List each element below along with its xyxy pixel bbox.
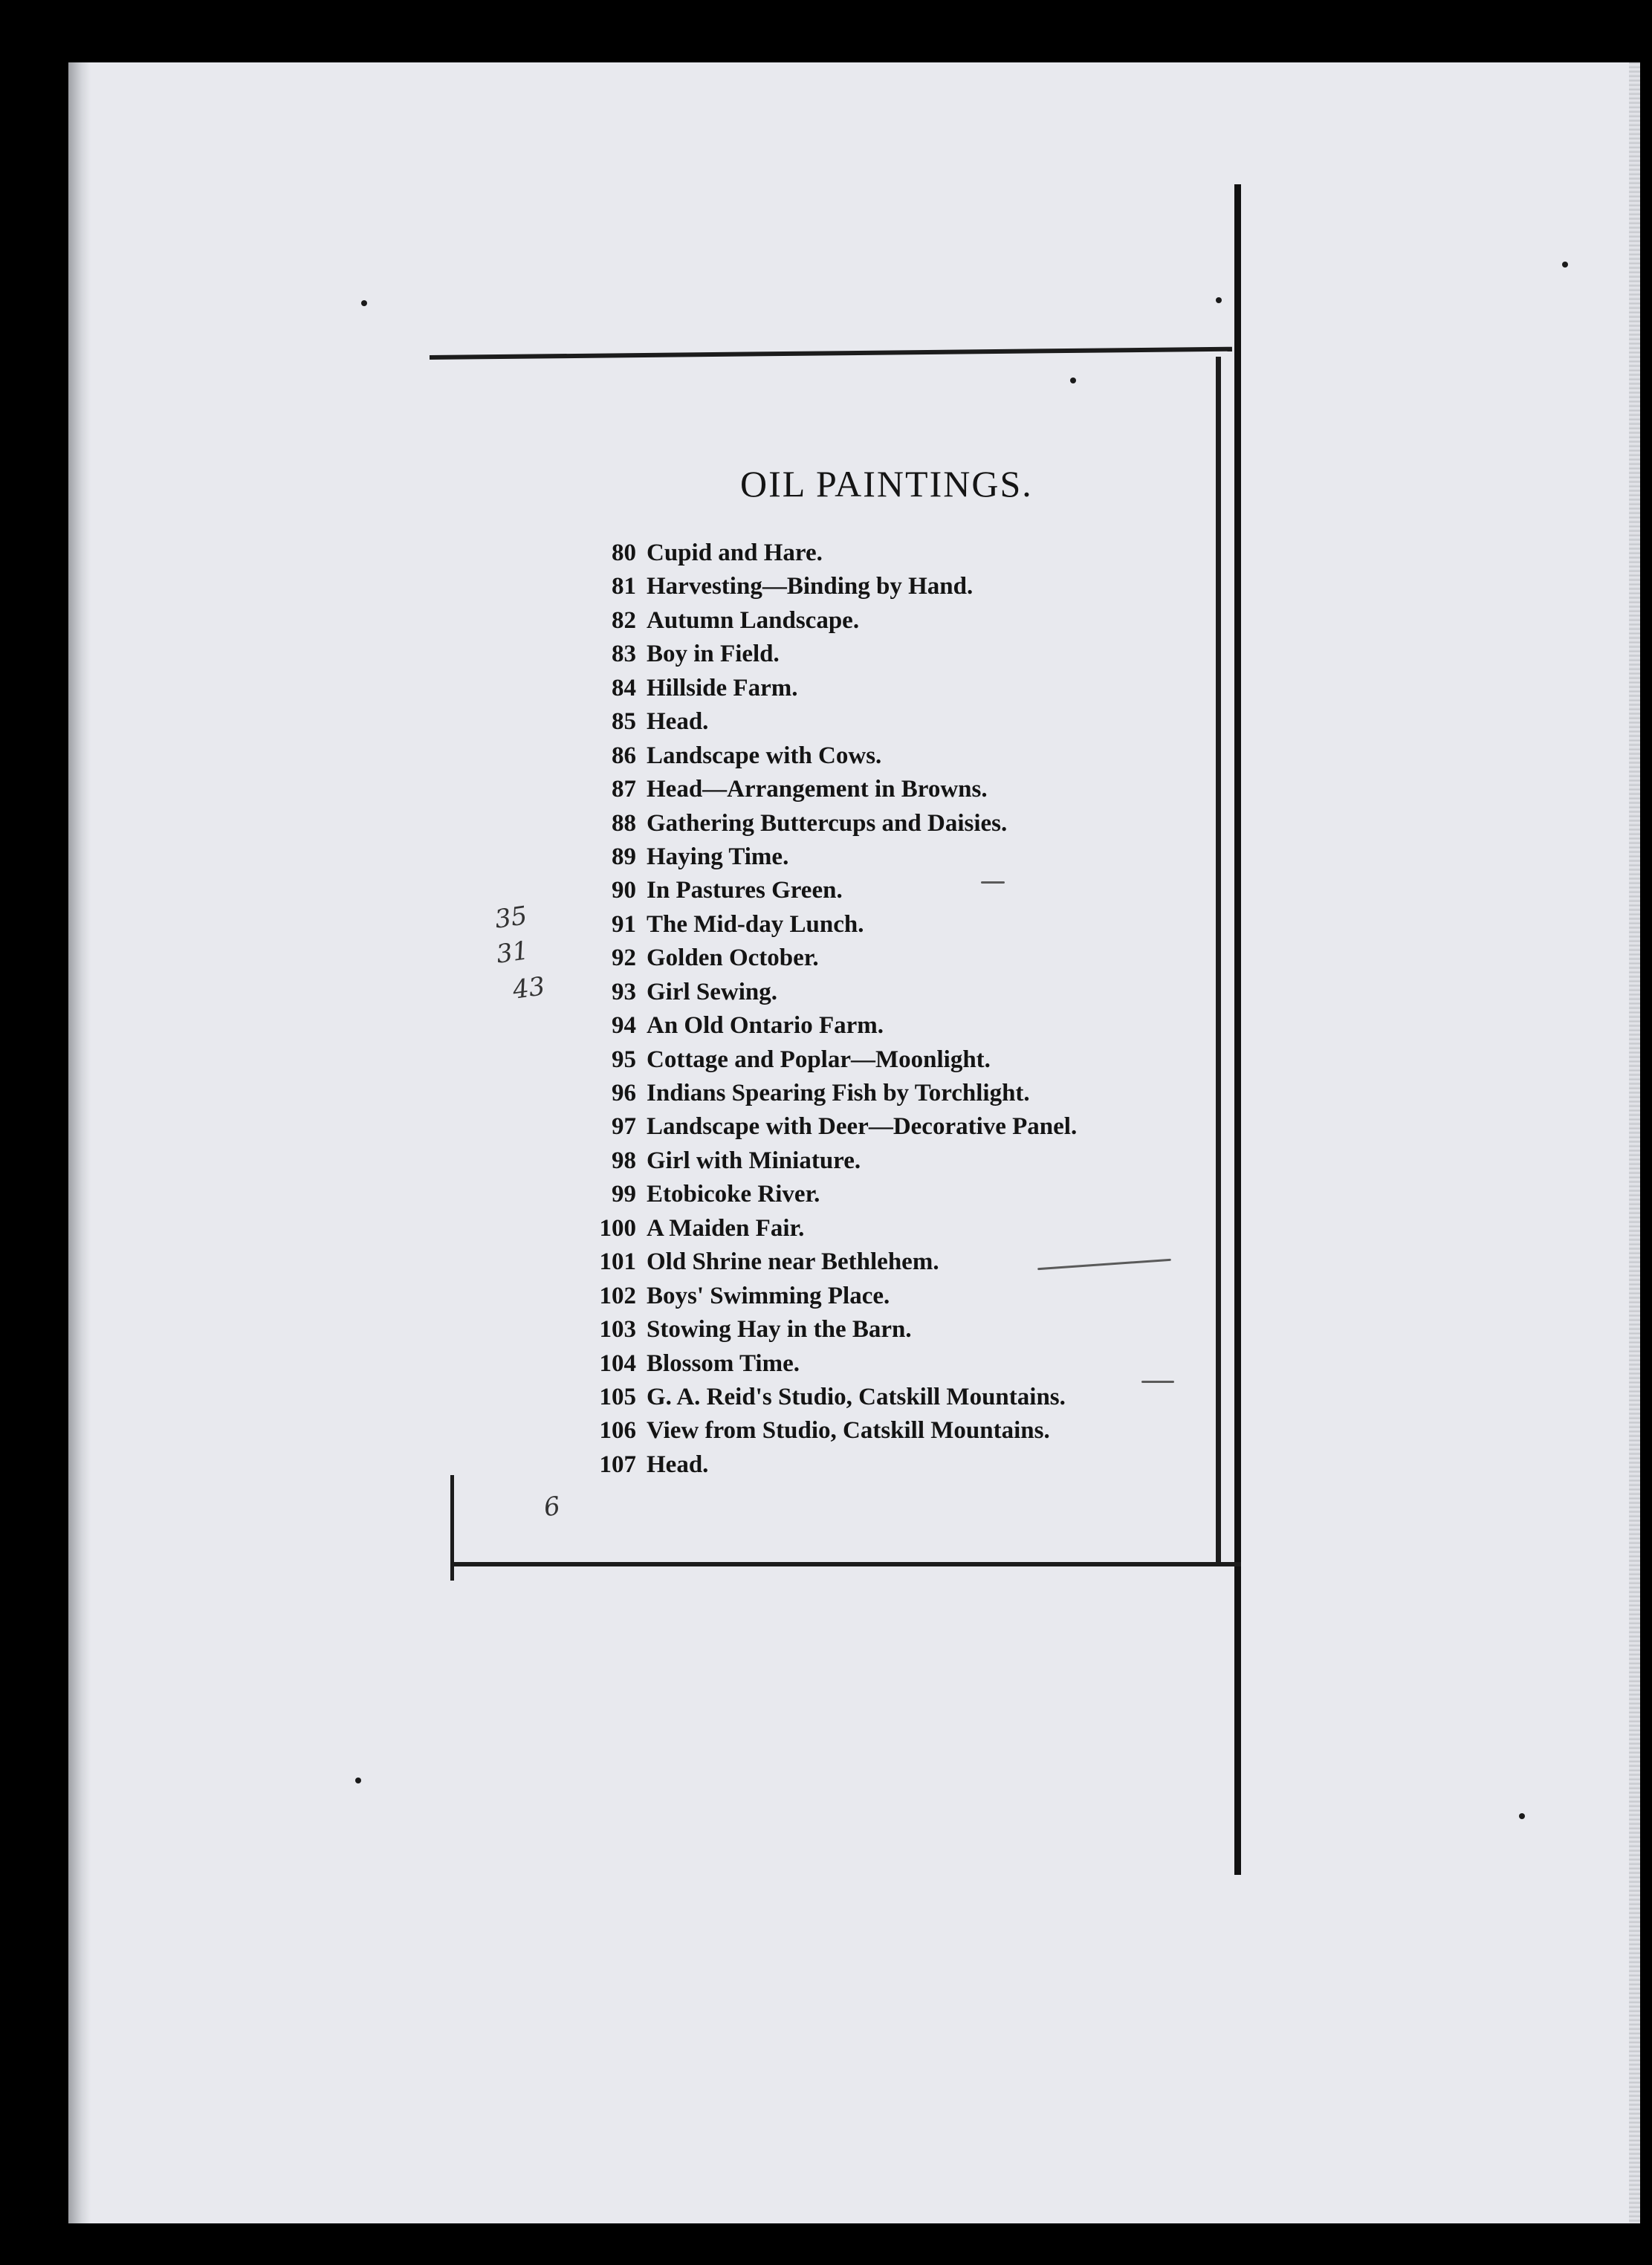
painting-title: In Pastures Green.	[647, 877, 843, 904]
catalogue-number: 90	[612, 877, 636, 904]
handwritten-margin-notes	[490, 535, 602, 1538]
painting-entry	[565, 1347, 1077, 1381]
painting-title: Boys' Swimming Place.	[647, 1282, 890, 1309]
catalogue-number: 80	[612, 539, 636, 566]
painting-entry	[565, 1245, 1077, 1279]
painting-entry	[565, 1009, 1077, 1043]
painting-title: Blossom Time.	[647, 1349, 800, 1377]
painting-title: Cottage and Poplar—Moonlight.	[647, 1046, 991, 1073]
frame-right-border	[1216, 357, 1221, 1566]
painting-entry	[565, 537, 1077, 570]
painting-title: Golden October.	[647, 944, 819, 972]
ink-speck	[1519, 1813, 1525, 1819]
catalogue-number: 85	[612, 708, 636, 736]
catalogue-number: 94	[612, 1012, 636, 1040]
painting-title: Harvesting—Binding by Hand.	[647, 573, 974, 600]
catalogue-number: 81	[612, 573, 636, 600]
painting-entry	[565, 1144, 1077, 1178]
ink-speck	[1216, 297, 1222, 303]
catalogue-number: 106	[599, 1417, 636, 1445]
painting-title: Girl with Miniature.	[647, 1147, 861, 1174]
catalogue-title: OIL PAINTINGS.	[740, 463, 1033, 505]
painting-entry	[565, 638, 1077, 671]
catalogue-number: 93	[612, 978, 636, 1005]
catalogue-number: 95	[612, 1046, 636, 1073]
painting-title: Autumn Landscape.	[647, 606, 860, 634]
catalogue-number: 99	[612, 1181, 636, 1208]
painting-entry	[565, 1043, 1077, 1077]
painting-list	[565, 537, 1077, 1482]
painting-entry	[565, 672, 1077, 705]
painting-title: Etobicoke River.	[647, 1181, 820, 1208]
catalogue-number: 89	[612, 843, 636, 870]
catalogue-number: 88	[612, 809, 636, 837]
painting-entry	[565, 1077, 1077, 1110]
catalogue-number: 92	[612, 944, 636, 972]
catalogue-number: 84	[612, 674, 636, 701]
painting-title: Old Shrine near Bethlehem.	[647, 1248, 939, 1276]
catalogue-number: 103	[599, 1316, 636, 1344]
ink-speck	[1070, 378, 1076, 383]
handwritten-price: 43	[511, 971, 547, 1005]
painting-entry	[565, 570, 1077, 603]
painting-title: The Mid-day Lunch.	[647, 910, 864, 938]
catalogue-number: 91	[612, 910, 636, 938]
catalogue-number: 101	[599, 1248, 636, 1276]
painting-title: Gathering Buttercups and Daisies.	[647, 809, 1008, 837]
painting-entry	[565, 1313, 1077, 1347]
outer-rule-line	[1234, 184, 1241, 1875]
catalogue-number: 83	[612, 641, 636, 668]
painting-entry	[565, 840, 1077, 874]
painting-title: Head.	[647, 1451, 709, 1478]
catalogue-number: 100	[599, 1214, 636, 1242]
pencil-mark	[981, 881, 1005, 884]
catalogue-number: 87	[612, 776, 636, 803]
handwritten-price: 6	[542, 1491, 563, 1523]
catalogue-number: 96	[612, 1080, 636, 1106]
painting-entry	[565, 1110, 1077, 1144]
catalogue-number: 82	[612, 606, 636, 634]
catalogue-number: 104	[599, 1349, 636, 1377]
catalogue-number: 97	[612, 1113, 636, 1141]
painting-entry	[565, 976, 1077, 1009]
ink-speck	[355, 1778, 361, 1783]
ink-speck	[361, 300, 367, 306]
painting-title: Stowing Hay in the Barn.	[647, 1316, 912, 1344]
painting-title: Landscape with Cows.	[647, 742, 882, 769]
painting-title: A Maiden Fair.	[647, 1214, 805, 1242]
painting-title: G. A. Reid's Studio, Catskill Mountains.	[647, 1383, 1066, 1410]
handwritten-price: 31	[494, 936, 531, 970]
catalogue-number: 107	[599, 1451, 636, 1478]
painting-entry	[565, 1212, 1077, 1245]
painting-title: View from Studio, Catskill Mountains.	[647, 1417, 1050, 1445]
painting-title: Head.	[647, 708, 709, 736]
painting-entry	[565, 1381, 1077, 1414]
catalogue-number: 86	[612, 742, 636, 769]
painting-title: Head—Arrangement in Browns.	[647, 776, 988, 803]
painting-title: Indians Spearing Fish by Torchlight.	[647, 1080, 1030, 1106]
handwritten-price: 35	[493, 901, 529, 935]
painting-title: Haying Time.	[647, 843, 789, 870]
painting-entry	[565, 1280, 1077, 1313]
painting-title: Landscape with Deer—Decorative Panel.	[647, 1113, 1078, 1141]
painting-entry	[565, 1178, 1077, 1211]
painting-entry	[565, 942, 1077, 975]
painting-entry	[565, 773, 1077, 806]
catalogue-number: 102	[599, 1282, 636, 1309]
ink-speck	[1562, 262, 1568, 268]
painting-entry	[565, 908, 1077, 942]
painting-entry	[565, 1414, 1077, 1448]
painting-entry	[565, 874, 1077, 907]
page-edge	[1629, 62, 1640, 2223]
painting-entry	[565, 604, 1077, 638]
painting-title: An Old Ontario Farm.	[647, 1012, 884, 1040]
painting-entry	[565, 1448, 1077, 1482]
painting-title: Cupid and Hare.	[647, 539, 823, 566]
catalogue-number: 105	[599, 1383, 636, 1410]
pencil-mark	[1141, 1381, 1174, 1383]
painting-entry	[565, 705, 1077, 739]
frame-bottom-border	[450, 1562, 1241, 1566]
painting-title: Boy in Field.	[647, 641, 780, 668]
painting-entry	[565, 807, 1077, 840]
painting-title: Girl Sewing.	[647, 978, 778, 1005]
binding-gutter	[68, 62, 91, 2223]
painting-entry	[565, 739, 1077, 773]
painting-title: Hillside Farm.	[647, 674, 798, 701]
catalogue-number: 98	[612, 1147, 636, 1174]
